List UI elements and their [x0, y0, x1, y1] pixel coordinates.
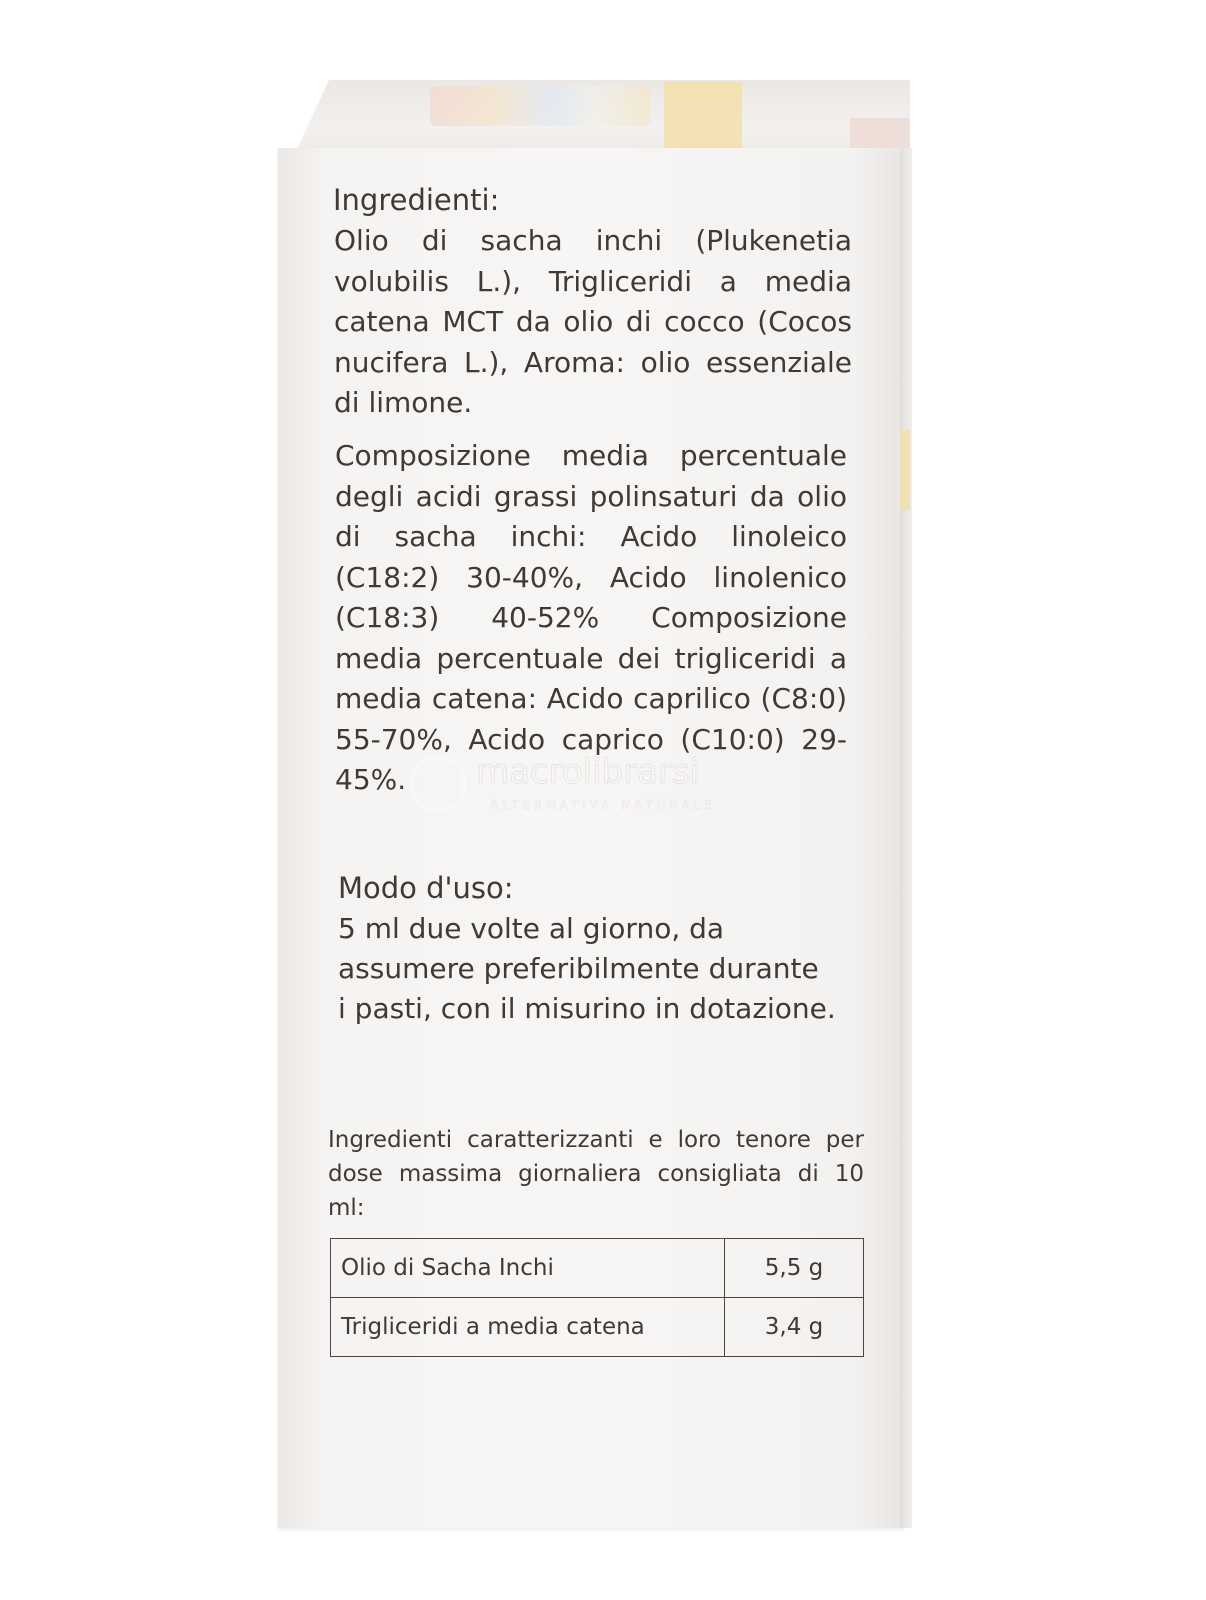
composition-text: Composizione media percentuale degli acidi grassi polinsaturi da olio di sacha inchi: Acido linoleico (C18:2) 30-40%, Acido linolenico (C18:3) 40-52% Composizione media percentuale dei trigliceridi a media catena: Acido caprilico (C8:0) 55-70%, Acido caprico (C10:0) 29-45%.: [335, 439, 847, 796]
dose-ingredient-value: 5,5 g: [725, 1239, 864, 1298]
usage-line-3: i pasti, con il misurino in dotazione.: [338, 992, 836, 1025]
usage-line-2: assumere preferibilmente durante: [338, 952, 819, 985]
dose-ingredient-name: Olio di Sacha Inchi: [331, 1239, 725, 1298]
usage-heading: Modo d'uso:: [338, 871, 514, 905]
ingredients-heading: Ingredienti:: [333, 183, 500, 217]
usage-line-1: 5 ml due volte al giorno, da: [338, 912, 725, 945]
dose-table: [330, 1238, 864, 1357]
table-row: [331, 1239, 864, 1298]
watermark-tagline: ALTERNATIVA NATURALE: [490, 798, 716, 812]
dose-ingredient-name: Trigliceridi a media catena: [331, 1298, 725, 1357]
watermark: [410, 752, 800, 822]
watermark-logo-icon: [410, 756, 466, 812]
ingredients-text: Olio di sacha inchi (Plukenetia volubilis L.), Trigliceridi a media catena MCT da olio di cocco (Cocos nucifera L.), Aroma: olio essenziale di limone.: [334, 224, 852, 419]
dose-ingredient-value: 3,4 g: [725, 1298, 864, 1357]
table-row: [331, 1298, 864, 1357]
dose-intro-text: Ingredienti caratterizzanti e loro tenore per dose massima giornaliera consigliata di 10 ml:: [328, 1127, 864, 1221]
watermark-brand: macrolibrarsi: [476, 752, 700, 792]
